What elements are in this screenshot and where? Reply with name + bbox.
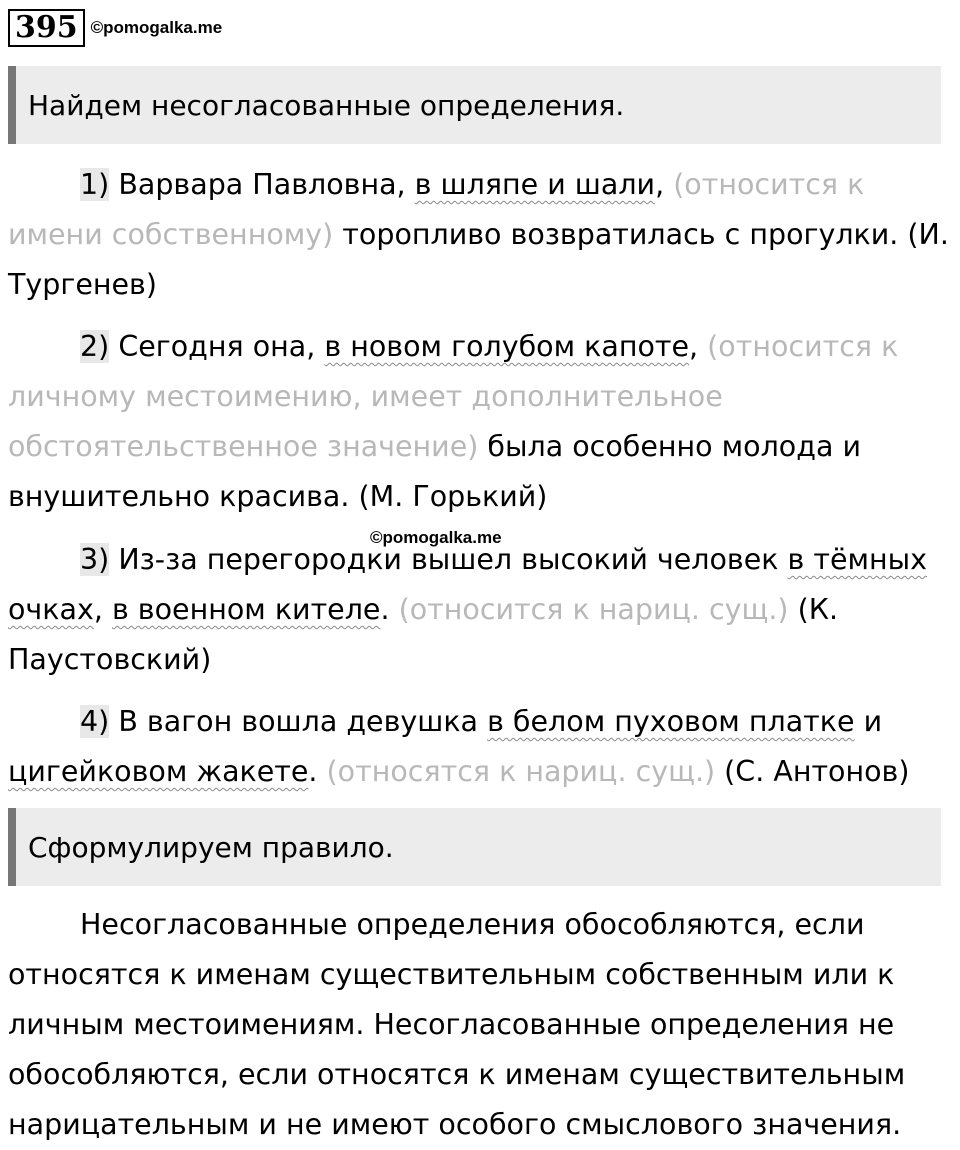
section-title: Сформулируем правило. bbox=[28, 830, 394, 864]
sentence-text: Из-за перегородки вышел высокий человек bbox=[109, 543, 788, 576]
grammar-note: (относятся к нариц. сущ.) bbox=[326, 755, 716, 788]
example-2 bbox=[8, 322, 953, 522]
item-number: 3) bbox=[80, 543, 110, 576]
item-number: 4) bbox=[80, 705, 110, 738]
rule-text: Несогласованные определения обособляются, если относятся к именам существительным собственным или к личным местоимениям. Несогласованные определения не обособляются, если относятся к именам существительным нарицательным и не имеют особого смыслового значения. bbox=[8, 908, 906, 1141]
sentence-text: , bbox=[93, 593, 112, 626]
grammar-note: (относится к имени собственному) bbox=[8, 168, 865, 251]
page-header bbox=[8, 8, 222, 48]
task-number: 395 bbox=[8, 9, 85, 47]
sentence-text: . bbox=[308, 755, 327, 788]
sentence-text: В вагон вошла девушка bbox=[109, 705, 488, 738]
sentence-text: , bbox=[689, 330, 708, 363]
sentence-text: , bbox=[655, 168, 674, 201]
sentence-text: была особенно молода и внушительно красива. (М. Горький) bbox=[8, 430, 861, 513]
watermark-middle: ©pomogalka.me bbox=[370, 528, 502, 547]
nonagreeing-definition: в белом пуховом платке bbox=[487, 705, 855, 738]
grammar-note: (относится к нариц. сущ.) bbox=[398, 593, 789, 626]
section-heading-rule bbox=[8, 808, 941, 886]
grammar-note: (относится к личному местоимению, имеет дополнительное обстоятельственное значение) bbox=[8, 330, 899, 463]
nonagreeing-definition: в тёмных очках bbox=[8, 543, 928, 626]
nonagreeing-definition: в военном кителе bbox=[111, 593, 381, 626]
section-title: Найдем несогласованные определения. bbox=[28, 88, 625, 122]
nonagreeing-definition: в шляпе и шали bbox=[414, 168, 656, 201]
rule-paragraph bbox=[8, 900, 953, 1150]
item-number: 1) bbox=[80, 168, 110, 201]
example-1 bbox=[8, 160, 953, 310]
example-3 bbox=[8, 535, 953, 685]
section-heading-definitions bbox=[8, 66, 941, 144]
watermark: ©pomogalka.me bbox=[90, 18, 223, 37]
sentence-text: (С. Антонов) bbox=[715, 755, 910, 788]
sentence-text: торопливо возвратилась с прогулки. (И. Тургенев) bbox=[8, 218, 949, 301]
sentence-text: Варвара Павловна, bbox=[109, 168, 415, 201]
sentence-text: и bbox=[854, 705, 883, 738]
sentence-text: Сегодня она, bbox=[109, 330, 325, 363]
nonagreeing-definition: цигейковом жакете bbox=[8, 755, 309, 788]
example-4 bbox=[8, 697, 953, 797]
item-number: 2) bbox=[80, 330, 110, 363]
sentence-text: (К. Паустовский) bbox=[8, 593, 839, 676]
nonagreeing-definition: в новом голубом капоте bbox=[324, 330, 690, 363]
sentence-text: . bbox=[380, 593, 399, 626]
